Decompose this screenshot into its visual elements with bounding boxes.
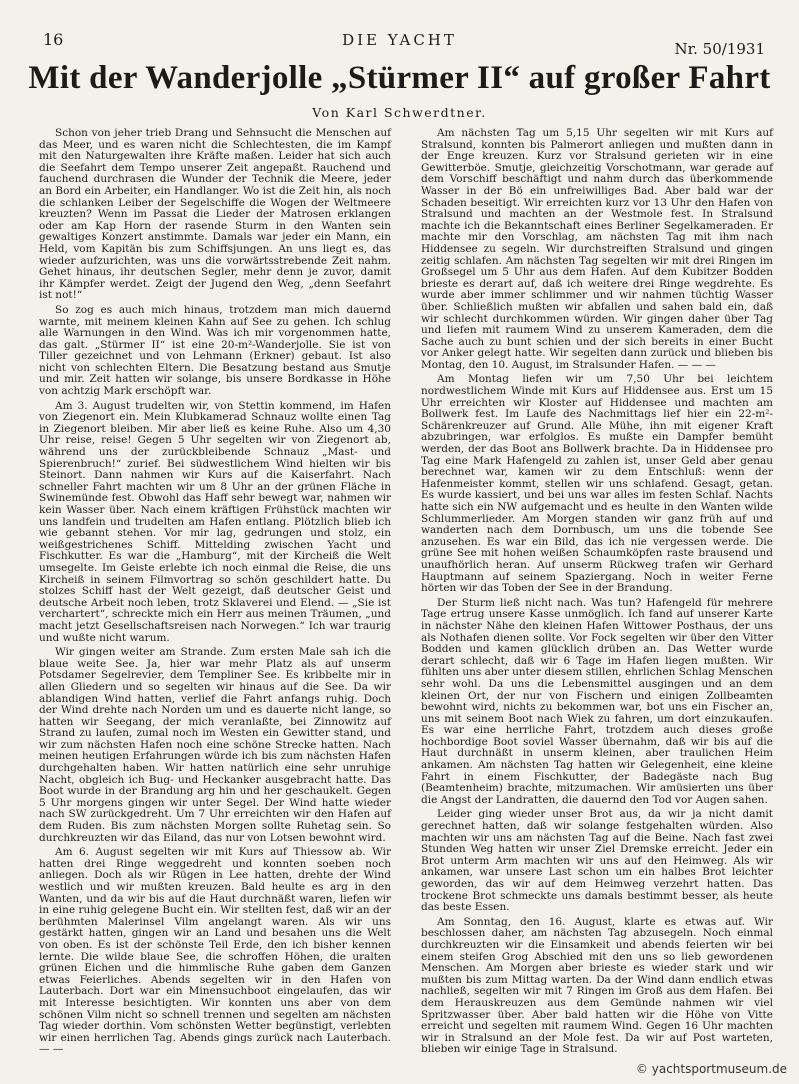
paragraph: Am 6. August segelten wir mit Kurs auf Thiessow ab. Wir hatten drei Ringe weggedreht und konnten soeben noch anliegen. Doch als wir Rügen in Lee hatten, drehte der Wind westlich und wir mußten kreuzen. Bald heulte es arg in den Wanten, und da wir bis auf die Haut durchnäßt waren, liefen wir in eine ruhig gelegene Bucht ein. Wir stellten fest, daß wir an der berühmten Malerinsel Vilm angelangt waren. Als wir uns gestärkt hatten, gingen wir an Land und besahen uns die Welt von oben. Es ist der schönste Teil Erde, den ich bisher kennen lernte. Die wilde blaue See, die schroffen Höhen, die uralten grünen Eichen und die himmlische Ruhe gaben dem Ganzen etwas Feierliches. Abends segelten wir in den Hafen von Lauterbach. Dort war ein Minensuchboot eingelaufen, das wir mit Interesse besichtigten. Wir konnten uns aber von dem schönen Vilm nicht so schnell trennen und segelten am nächsten Tag wieder dorthin. Vom schönsten Wetter begünstigt, verlebten wir einen herrlichen Tag. Abends gings zurück nach Lauterbach. — —: [39, 846, 391, 1056]
text-column-right: [421, 127, 773, 1056]
paragraph: Leider ging wieder unser Brot aus, da wir ja nicht damit gerechnet hatten, daß wir solange festgehalten würden. Also machten wir uns am nächsten Tag auf die Beine. Nach fast zwei Stunden Weg hatten wir unser Ziel Dremske erreicht. Jeder ein Brot unterm Arm machten wir uns auf den Heimweg. Als wir ankamen, war unsere Last schon um ein halbes Brot leichter geworden, das wir auf dem Heimweg verzehrt hatten. Das trockene Brot schmeckte uns damals bestimmt besser, als heute das beste Essen.: [421, 808, 773, 914]
paragraph: Wir gingen weiter am Strande. Zum ersten Male sah ich die blaue weite See. Ja, hier war mehr Platz als auf unserm Potsdamer Segelrevier, dem Templiner See. Es kribbelte mir in allen Gliedern und so segelten wir hinaus auf die See. Da wir ablandigen Wind hatten, verlief die Fahrt anfangs ruhig. Doch der Wind drehte nach Norden um und es dauerte nicht lange, so hatten wir Seegang, der mich veranlaßte, bei Zinnowitz auf Strand zu laufen, zumal noch im Westen ein Gewitter stand, und wir zum nächsten Hafen noch eine schöne Strecke hatten. Nach meinen heutigen Erfahrungen würde ich bis zum nächsten Hafen durchgehalten haben. Wir hatten natürlich eine sehr unruhige Nacht, obgleich ich Bug- und Heckanker ausgebracht hatte. Das Boot wurde in der Brandung arg hin und her geschaukelt. Gegen 5 Uhr morgens gingen wir unter Segel. Der Wind hatte wieder nach SW zurückgedreht. Um 7 Uhr erreichten wir den Hafen auf dem Ruden. Bis zum nächsten Morgen sollte Ruhetag sein. So durchkreuzten wir das Eiland, das nur von Lotsen bewohnt wird.: [39, 646, 391, 844]
page-number: 16: [43, 30, 64, 49]
watermark-credit: © yachtsportmuseum.de: [635, 1062, 787, 1076]
magazine-title: DIE YACHT: [342, 31, 457, 49]
paragraph: Am 3. August trudelten wir, von Stettin kommend, im Hafen von Ziegenort ein. Mein Klubkamerad Schnauz wollte einen Tag in Ziegenort bleiben. Mir aber ließ es keine Ruhe. Also um 4,30 Uhr reise, reise! Gegen 5 Uhr segelten wir von Ziegenort ab, während uns der zurückbleibende Schnauz „Mast- und Spierenbruch!“ zurief. Bei südwestlichem Wind hielten wir bis Steinort. Dann nahmen wir Kurs auf die Kaiserfahrt. Nach schneller Fahrt machten wir um 8 Uhr an der grünen Fläche in Swinemünde fest. Obwohl das Haff sehr bewegt war, nahmen wir kein Wasser über. Nach einem kräftigen Frühstück machten wir uns landfein und trudelten am Hafen entlang. Plötzlich blieb ich wie gebannt stehen. Vor mir lag, gedrungen und stolz, ein weißgestrichenes Schiff. Mittelding zwischen Yacht und Fischkutter. Es war die „Hamburg“, mit der Kircheiß die Welt umsegelte. Im Geiste erlebte ich noch einmal die Reise, die uns Kircheiß in seinem Filmvortrag so schön geschildert hatte. Du stolzes Schiff hast der Welt gezeigt, daß deutscher Geist und deutsche Arbeit noch leben, trotz Sklaverei und Elend. — „Sie ist verchartert“, schreckte mich ein Herr aus meinen Träumen, „und macht jetzt Gesellschaftsreisen nach Norwegen.“ Ich war traurig und wußte nicht warum.: [39, 399, 391, 644]
article-author: Von Karl Schwerdtner.: [312, 105, 487, 120]
article-title: Mit der Wanderjolle „Stürmer II“ auf großer Fahrt: [28, 60, 771, 96]
issue-number: Nr. 50/1931: [674, 40, 765, 58]
text-column-left: [39, 127, 391, 1056]
paragraph: Am nächsten Tag um 5,15 Uhr segelten wir mit Kurs auf Stralsund, konnten bis Palmerort anliegen und mußten dann in der Enge kreuzen. Kurz vor Stralsund gerieten wir in eine Gewitterböe. Smutje, gleichzeitig Vorschotmann, war gerade auf dem Vorschiff beschäftigt und nahm durch das überkommende Wasser in der Bö ein unfreiwilliges Bad. Aber bald war der Schaden beseitigt. Wir erreichten kurz vor 13 Uhr den Hafen von Stralsund und machten an der Westmole fest. In Stralsund machte ich die Bekanntschaft eines Berliner Segelkameraden. Er machte mir den Vorschlag, am nächsten Tag mit ihm nach Hiddensee zu segeln. Wir durchstreiften Stralsund und gingen zeitig schlafen. Am nächsten Tag segelten wir mit drei Ringen im Großsegel um 5 Uhr aus dem Hafen. Auf dem Kubitzer Bodden brieste es derart auf, daß ich weitere drei Ringe wegdrehte. Es wurde aber immer schlimmer und wir nahmen tüchtig Wasser über. Schließlich mußten wir abfallen und sahen bald ein, daß wir schlecht durchkommen würden. Wir gingen daher über Tag und liefen mit raumem Wind zu unserem Kameraden, dem die Sache auch zu bunt schien und der sich bereits in einer Bucht vor Anker gelegt hatte. Wir segelten dann zurück und blieben bis Montag, den 10. August, im Stralsunder Hafen. — — —: [421, 127, 773, 371]
paragraph: Schon von jeher trieb Drang und Sehnsucht die Menschen auf das Meer, und es waren nicht die Schlechtesten, die im Kampf mit den Naturgewalten ihre Kräfte maßen. Leider hat sich auch die Seefahrt dem Tempo unserer Zeit angepaßt. Rauchend und fauchend durchrasen die Wunder der Technik die Meere, jeder an Bord ein Arbeiter, ein Handlanger. Wo ist die Zeit hin, als noch die schlanken Leiber der Segelschiffe die Wogen der Weltmeere kreuzten? Wenn im Passat die Lieder der Matrosen erklangen oder am Kap Horn der rasende Sturm in den Wanten sein gewaltiges Konzert anstimmte. Damals war jeder ein Mann, ein Held, vom Kapitän bis zum Schiffsjungen. An uns liegt es, das wieder aufzurichten, was uns die vorwärtsstrebende Zeit nahm. Gehet hinaus, ihr deutschen Segler, mehr denn je zuvor, damit ihr Kämpfer werdet. Zeigt der Jugend den Weg, „denn Seefahrt ist not!“: [39, 127, 391, 302]
paragraph: Am Sonntag, den 16. August, klarte es etwas auf. Wir beschlossen daher, am nächsten Tag abzusegeln. Noch einmal durchkreuzten wir die Einsamkeit und abends feierten wir bei einem steifen Grog Abschied mit den uns so lieb gewordenen Menschen. Am Morgen aber brieste es wieder stark und wir mußten bis zum Mittag warten. Da der Wind dann endlich etwas nachließ, segelten wir mit 7 Ringen im Groß aus dem Hafen. Bei dem Herauskreuzen aus dem Gemünde nahmen wir viel Spritzwasser über. Aber bald hatten wir die Höhe von Vitte erreicht und segelten mit raumem Wind. Gegen 16 Uhr machten wir in Stralsund an der Mole fest. Da wir auf Post warteten, blieben wir einige Tage in Stralsund.: [421, 915, 773, 1056]
paragraph: So zog es auch mich hinaus, trotzdem man mich dauernd warnte, mit meinem kleinen Kahn auf See zu gehen. Ich schlug alle Warnungen in den Wind. Was ich mir vorgenommen hatte, das galt. „Stürmer II“ ist eine 20-m²-Wanderjolle. Sie ist von Tiller gezeichnet und von Lehmann (Erkner) gebaut. Ist also nicht von schlechten Eltern. Die Besatzung bestand aus Smutje und mir. Zeit hatten wir solange, bis unsere Bordkasse in Höhe von achtzig Mark erschöpft war.: [39, 303, 391, 398]
paragraph: Der Sturm ließ nicht nach. Was tun? Hafengeld für mehrere Tage ertrug unsere Kasse unmöglich. Ich fand auf unserer Karte in nächster Nähe den kleinen Hafen Wittower Posthaus, der uns als Nothafen dienen sollte. Vor Fock segelten wir über den Vitter Bodden und kamen glücklich drüben an. Das Wetter wurde derart schlecht, daß wir 6 Tage im Hafen liegen mußten. Wir fühlten uns aber unter diesem stillen, ehrlichen Schlag Menschen sehr wohl. Da uns die Lebensmittel ausgingen und an dem kleinen Ort, der nur von Fischern und einigen Zollbeamten bewohnt wird, nichts zu bekommen war, bot uns ein Fischer an, uns mit seinem Boot nach Wiek zu fahren, um dort einzukaufen. Es war eine herrliche Fahrt, trotzdem auch dieses große hochbordige Boot soviel Wasser übernahm, daß wir bis auf die Haut durchnäßt in unserm kleinen, aber traulichen Heim ankamen. Am nächsten Tag hatten wir Gelegenheit, eine kleine Fahrt in einem Fischkutter, der Badegäste nach Bug (Beamtenheim) brachte, mitzumachen. Wir amüsierten uns über die Angst der Landratten, die dauernd den Tod vor Augen sahen.: [421, 596, 773, 806]
paragraph: Am Montag liefen wir um 7,50 Uhr bei leichtem nordwestlichem Winde mit Kurs auf Hiddensee aus. Erst um 15 Uhr erreichten wir Kloster auf Hiddensee und machten am Bollwerk fest. Im Laufe des Nachmittags lief hier ein 22-m²-Schärenkreuzer auf Grund. Alle Mühe, ihn mit eigener Kraft abzubringen, war erfolglos. Es mußte ein Dampfer bemüht werden, der das Boot ans Bollwerk brachte. Da in Hiddensee pro Tag eine Mark Hafengeld zu zahlen ist, unser Geld aber genau berechnet war, kamen wir zu dem Entschluß: wenn der Hafenmeister kommt, stellen wir uns schlafend. Gesagt, getan. Es wurde kassiert, und bei uns war alles im festen Schlaf. Nachts hatte sich ein NW aufgemacht und es heulte in den Wanten wilde Schlummerlieder. Am Morgen standen wir ganz früh auf und wanderten nach dem Dornbusch, um uns die tobende See anzusehen. Es war ein Bild, das ich nie vergessen werde. Die grüne See mit hohen weißen Schaumköpfen raste brausend und unaufhörlich heran. Auf unserm Rückweg trafen wir Gerhard Hauptmann auf seinem Spaziergang. Noch in weiter Ferne hörten wir das Toben der See in der Brandung.: [421, 373, 773, 595]
